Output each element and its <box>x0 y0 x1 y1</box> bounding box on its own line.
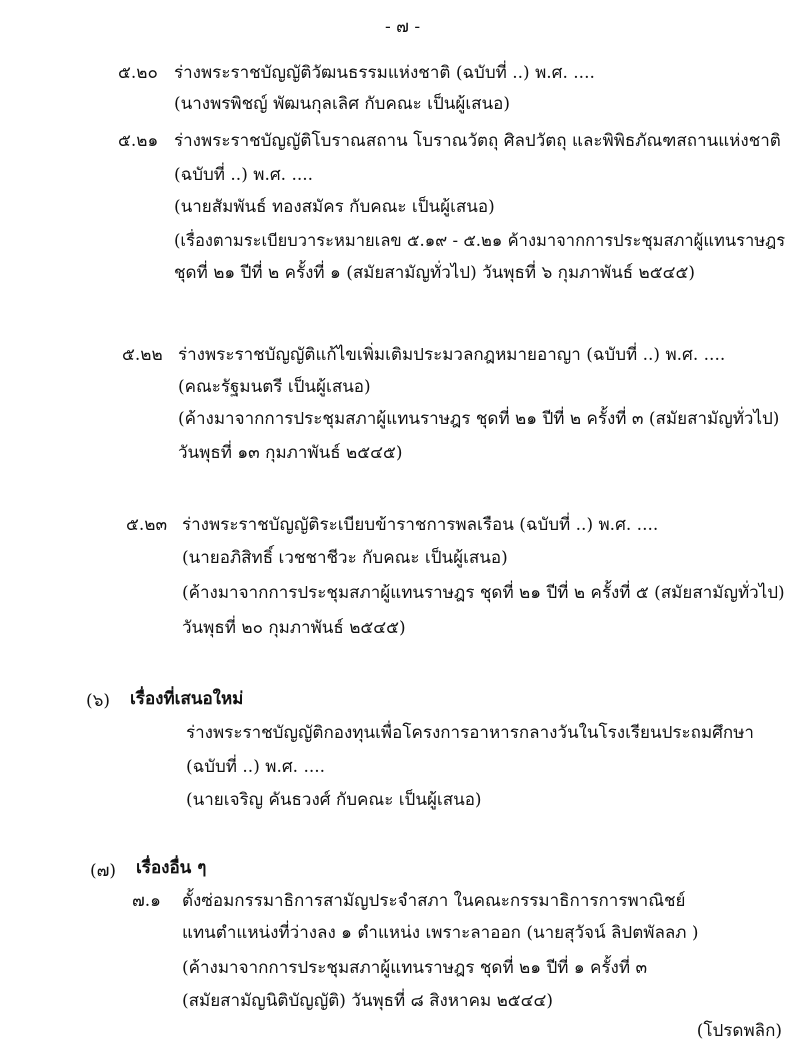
item-pending-note-cont: ชุดที่ ๒๑ ปีที่ ๒ ครั้งที่ ๑ (สมัยสามัญทั่วไป) วันพุธที่ ๖ กุมภาพันธ์ ๒๕๔๕) <box>174 263 695 283</box>
item-pending-note: (ค้างมาจากการประชุมสภาผู้แทนราษฎร ชุดที่ ๒๑ ปีที่ ๑ ครั้งที่ ๓ <box>182 958 648 978</box>
section-item-title: ร่างพระราชบัญญัติกองทุนเพื่อโครงการอาหารกลางวันในโรงเรียนประถมศึกษา <box>186 723 754 743</box>
item-number: ๕.๒๑ <box>118 131 159 151</box>
section-item-title-cont: (ฉบับที่ ..) พ.ศ. .... <box>186 757 326 777</box>
page-number: - ๗ - <box>385 17 421 37</box>
item-proposer: (นายสัมพันธ์ ทองสมัคร กับคณะ เป็นผู้เสนอ) <box>174 197 495 217</box>
item-pending-note: (ค้างมาจากการประชุมสภาผู้แทนราษฎร ชุดที่ ๒๑ ปีที่ ๒ ครั้งที่ ๓ (สมัยสามัญทั่วไป) <box>178 409 780 429</box>
item-pending-note-cont: วันพุธที่ ๑๓ กุมภาพันธ์ ๒๕๔๕) <box>178 443 403 463</box>
item-pending-note-cont: วันพุธที่ ๒๐ กุมภาพันธ์ ๒๕๔๕) <box>182 618 406 638</box>
turn-page-note: (โปรดพลิก) <box>696 1021 782 1041</box>
item-title-cont: (ฉบับที่ ..) พ.ศ. .... <box>174 165 314 185</box>
item-title: ตั้งซ่อมกรรมาธิการสามัญประจำสภา ในคณะกรรมาธิการการพาณิชย์ <box>182 891 686 911</box>
section-heading: เรื่องที่เสนอใหม่ <box>130 689 244 709</box>
item-proposer: (คณะรัฐมนตรี เป็นผู้เสนอ) <box>178 377 371 397</box>
item-pending-note: (ค้างมาจากการประชุมสภาผู้แทนราษฎร ชุดที่ ๒๑ ปีที่ ๒ ครั้งที่ ๕ (สมัยสามัญทั่วไป) <box>182 583 785 603</box>
item-title: ร่างพระราชบัญญัติโบราณสถาน โบราณวัตถุ ศิลปวัตถุ และพิพิธภัณฑสถานแห่งชาติ <box>174 131 781 151</box>
section-item-proposer: (นายเจริญ คันธวงศ์ กับคณะ เป็นผู้เสนอ) <box>186 790 482 810</box>
item-number: ๕.๒๒ <box>122 345 163 365</box>
item-proposer: (นายอภิสิทธิ์ เวชชาชีวะ กับคณะ เป็นผู้เสนอ) <box>182 548 508 568</box>
section-number: (๗) <box>90 861 117 881</box>
item-title: ร่างพระราชบัญญัติระเบียบข้าราชการพลเรือน (ฉบับที่ ..) พ.ศ. .... <box>182 515 659 535</box>
item-pending-note: (เรื่องตามระเบียบวาระหมายเลข ๕.๑๙ - ๕.๒๑ ค้างมาจากการประชุมสภาผู้แทนราษฎร <box>174 231 786 250</box>
item-number: ๕.๒๓ <box>126 515 168 535</box>
item-proposer: (นางพรพิชญ์ พัฒนกุลเลิศ กับคณะ เป็นผู้เสนอ) <box>174 94 510 114</box>
section-number: (๖) <box>86 691 111 711</box>
item-number: ๕.๒๐ <box>118 63 158 83</box>
item-number: ๗.๑ <box>132 891 161 911</box>
section-heading: เรื่องอื่น ๆ <box>136 858 207 878</box>
item-title: ร่างพระราชบัญญัติวัฒนธรรมแห่งชาติ (ฉบับที่ ..) พ.ศ. .... <box>174 63 595 83</box>
item-pending-note-cont: (สมัยสามัญนิติบัญญัติ) วันพุธที่ ๘ สิงหาคม ๒๕๔๔) <box>182 991 554 1011</box>
item-title: ร่างพระราชบัญญัติแก้ไขเพิ่มเติมประมวลกฎหมายอาญา (ฉบับที่ ..) พ.ศ. .... <box>178 345 726 365</box>
item-title-cont: แทนตำแหน่งที่ว่างลง ๑ ตำแหน่ง เพราะลาออก (นายสุวัจน์ ลิปตพัลลภ ) <box>182 923 699 943</box>
